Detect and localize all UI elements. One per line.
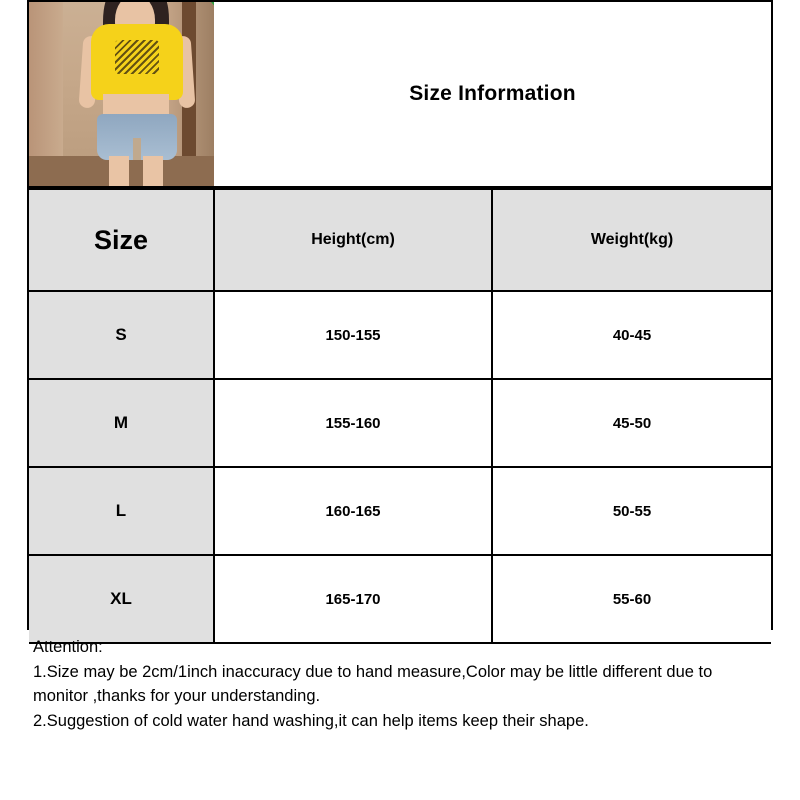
model-leg-left: [109, 156, 129, 186]
cell-weight: 50-55: [492, 467, 771, 555]
attention-line-2: 2.Suggestion of cold water hand washing,it can help items keep their shape.: [33, 712, 589, 731]
cell-size: XL: [29, 555, 214, 643]
table-row: [29, 291, 771, 379]
model-leg-right: [143, 156, 163, 186]
cell-height: 165-170: [214, 555, 492, 643]
attention-block: [27, 632, 773, 736]
cell-size: S: [29, 291, 214, 379]
cell-weight: 40-45: [492, 291, 771, 379]
model-shorts-gap: [133, 138, 141, 160]
table-row: [29, 379, 771, 467]
table-row: [29, 467, 771, 555]
size-table: [29, 188, 771, 644]
model-photo: [29, 2, 214, 186]
cell-weight: 55-60: [492, 555, 771, 643]
page-title: Size Information: [409, 82, 576, 105]
attention-heading: Attention:: [33, 638, 103, 656]
column-header-size: Size: [29, 189, 214, 291]
cell-size: L: [29, 467, 214, 555]
column-header-height: Height(cm): [214, 189, 492, 291]
table-header-row: [29, 189, 771, 291]
column-header-weight: Weight(kg): [492, 189, 771, 291]
model-top-graphic-print: [115, 40, 159, 74]
cell-weight: 45-50: [492, 379, 771, 467]
table-row: [29, 555, 771, 643]
attention-line-1: 1.Size may be 2cm/1inch inaccuracy due to hand measure,Color may be little different due to monitor ,thanks for your understanding.: [33, 663, 713, 705]
chart-title-cell: [214, 2, 771, 186]
size-chart-frame: [27, 0, 773, 630]
chart-header-band: [29, 2, 771, 188]
cell-size: M: [29, 379, 214, 467]
cell-height: 150-155: [214, 291, 492, 379]
cell-height: 155-160: [214, 379, 492, 467]
cell-height: 160-165: [214, 467, 492, 555]
